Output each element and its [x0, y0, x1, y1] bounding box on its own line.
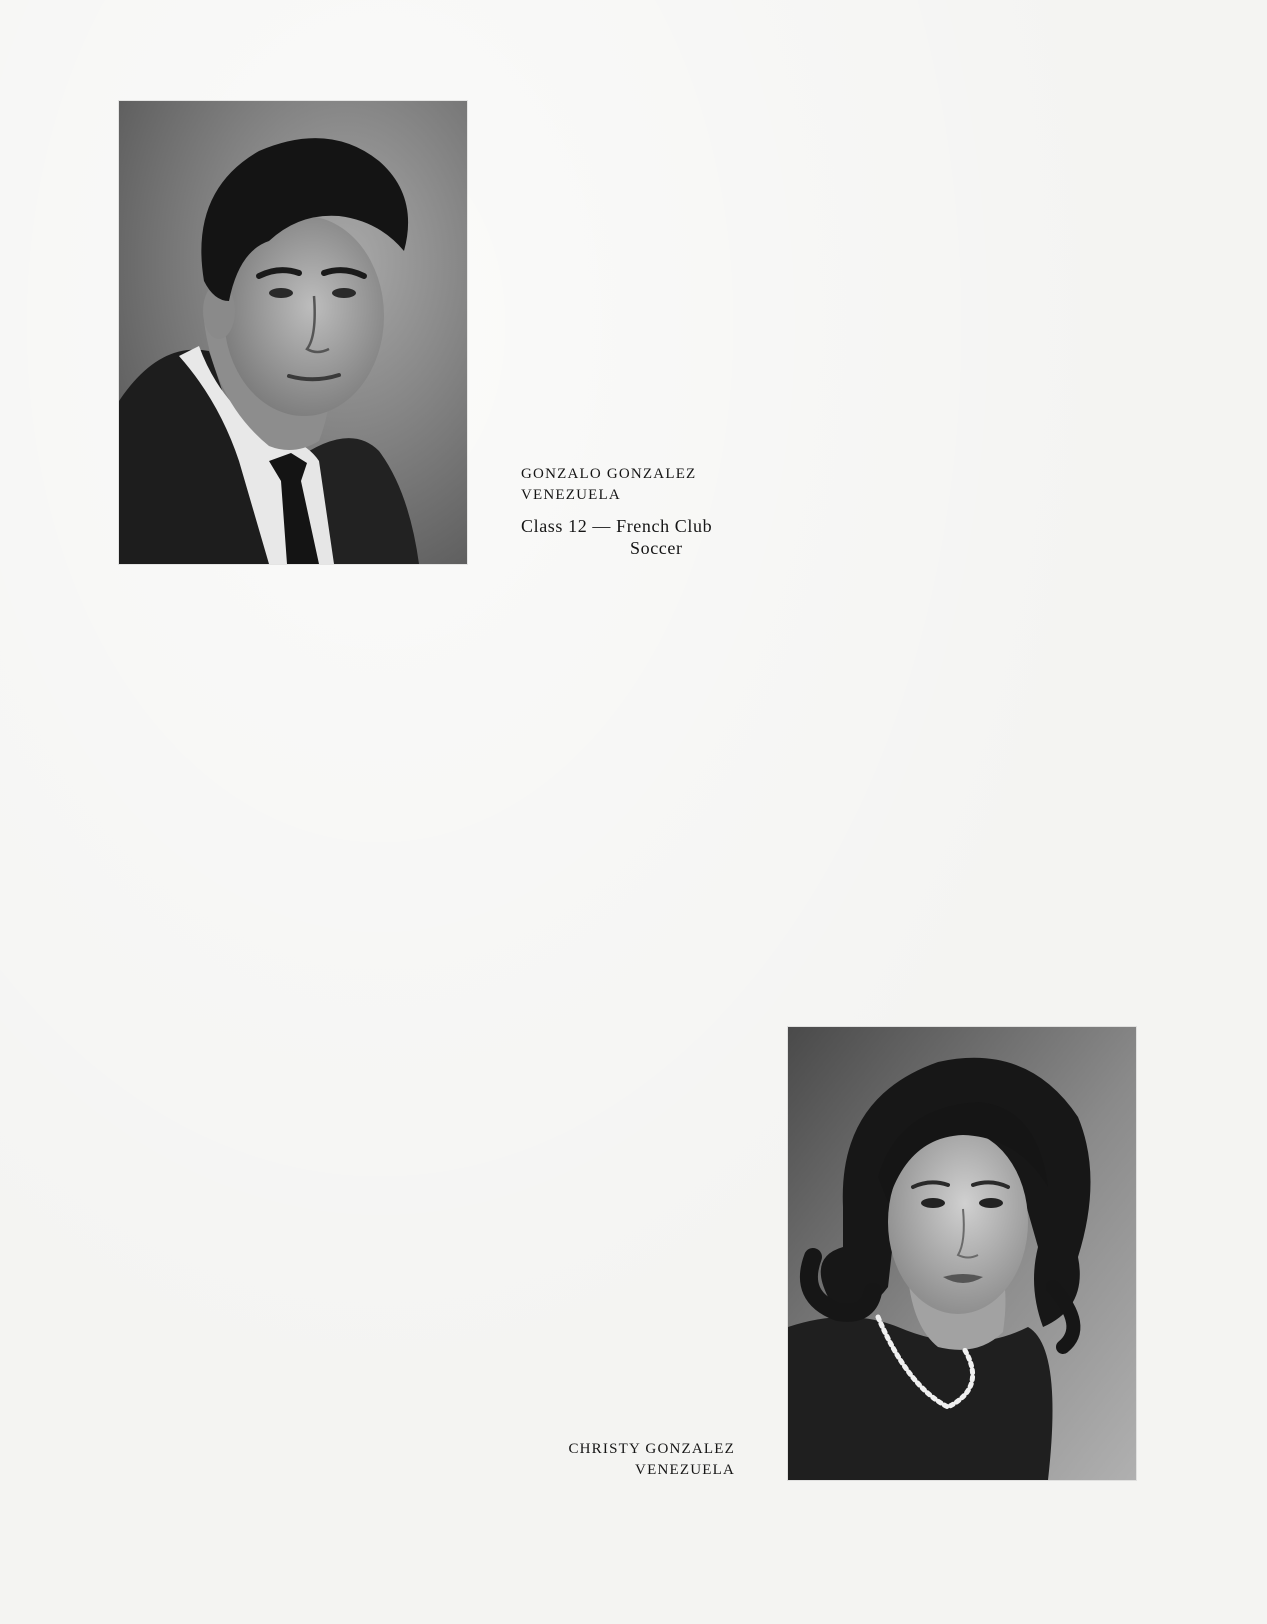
student-activities-line-2: Soccer — [630, 538, 683, 558]
student-portrait-boy — [119, 101, 467, 564]
student-portrait-girl — [788, 1027, 1136, 1480]
student-activities — [521, 515, 712, 559]
student-name: CHRISTY GONZALEZ — [568, 1441, 735, 1457]
portrait-boy-illustration — [119, 101, 467, 564]
student-caption-1 — [521, 464, 712, 559]
student-activities-line-1: Class 12 — French Club — [521, 516, 713, 536]
student-country: VENEZUELA — [635, 1462, 735, 1478]
student-caption-2 — [568, 1439, 735, 1481]
student-name: GONZALO GONZALEZ — [521, 466, 697, 482]
portrait-girl-illustration — [788, 1027, 1136, 1480]
student-country: VENEZUELA — [521, 487, 621, 503]
